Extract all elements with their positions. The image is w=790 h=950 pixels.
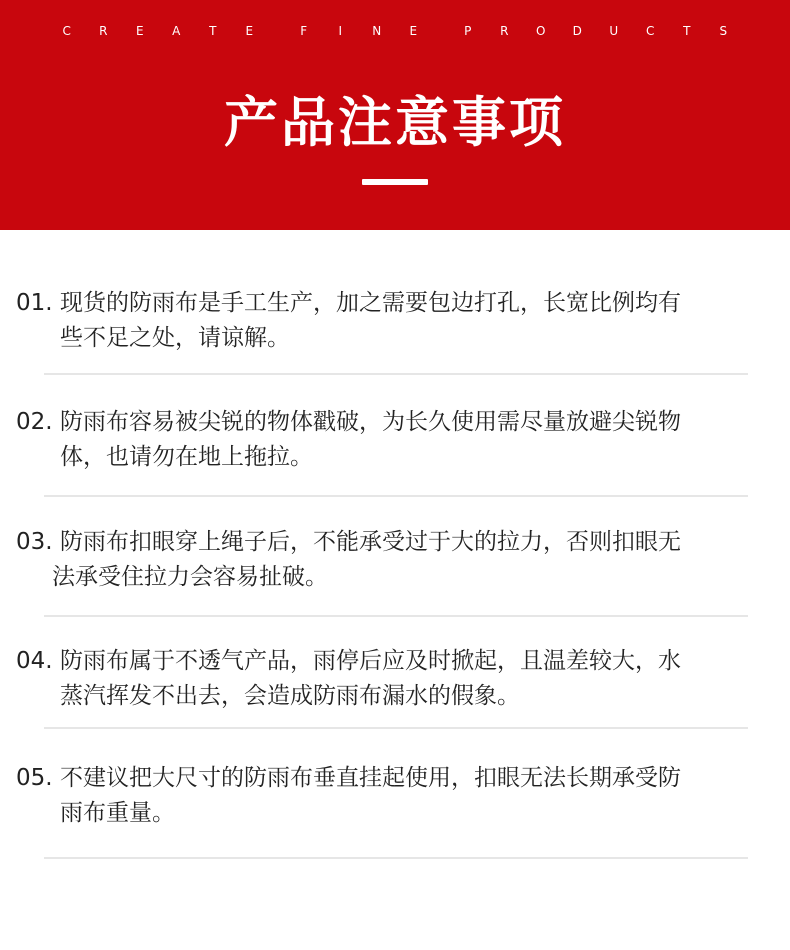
- header-banner: [0, 0, 790, 230]
- tagline-letter: D: [572, 24, 582, 38]
- tagline-letter: A: [172, 24, 181, 38]
- note-number: 01.: [16, 290, 53, 316]
- title-underline: [362, 179, 428, 185]
- note-text: [16, 761, 756, 831]
- tagline-letter: I: [338, 24, 343, 38]
- note-line: 防雨布属于不透气产品，雨停后应及时掀起，且温差较大，水: [60, 648, 681, 674]
- note-line: 体，也请勿在地上拖拉。: [60, 444, 313, 470]
- note-number: 05.: [16, 765, 53, 791]
- note-number: 04.: [16, 648, 53, 674]
- tagline-letter: U: [609, 24, 619, 38]
- note-text: [16, 405, 756, 475]
- tagline-letter: C: [62, 24, 71, 38]
- note-line: 蒸汽挥发不出去，会造成防雨布漏水的假象。: [60, 683, 520, 709]
- tagline-letter: E: [409, 24, 418, 38]
- page-title: 产品注意事项: [224, 91, 566, 154]
- tagline-word-create: [49, 24, 268, 38]
- tagline-letter: T: [683, 24, 691, 38]
- tagline-letter: R: [99, 24, 108, 38]
- tagline-letter: E: [135, 24, 144, 38]
- note-line: 现货的防雨布是手工生产，加之需要包边打孔，长宽比例均有: [60, 290, 681, 316]
- note-text: [16, 286, 756, 356]
- note-number: 02.: [16, 409, 53, 435]
- tagline-word-products: [450, 24, 742, 38]
- tagline-letter: O: [536, 24, 546, 38]
- tagline-letter: P: [464, 24, 472, 38]
- note-line: 雨布重量。: [60, 800, 175, 826]
- note-line: 不建议把大尺寸的防雨布垂直挂起使用，扣眼无法长期承受防: [60, 765, 681, 791]
- tagline-letter: N: [372, 24, 382, 38]
- tagline: [0, 24, 790, 38]
- tagline-letter: F: [300, 24, 308, 38]
- note-line: 防雨布容易被尖锐的物体戳破，为长久使用需尽量放避尖锐物: [60, 409, 681, 435]
- note-number: 03.: [16, 529, 53, 555]
- note-line: 法承受住拉力会容易扯破。: [52, 564, 328, 590]
- tagline-letter: T: [209, 24, 217, 38]
- divider: [44, 615, 748, 617]
- divider: [44, 857, 748, 859]
- tagline-letter: R: [500, 24, 509, 38]
- divider: [44, 727, 748, 729]
- note-text: [16, 644, 756, 714]
- divider: [44, 373, 748, 375]
- tagline-letter: C: [646, 24, 655, 38]
- divider: [44, 495, 748, 497]
- tagline-word-fine: [286, 24, 432, 38]
- note-line: 些不足之处，请谅解。: [60, 325, 290, 351]
- tagline-letter: S: [719, 24, 728, 38]
- note-text: [16, 525, 756, 595]
- note-line: 防雨布扣眼穿上绳子后，不能承受过于大的拉力，否则扣眼无: [60, 529, 681, 555]
- tagline-letter: E: [245, 24, 254, 38]
